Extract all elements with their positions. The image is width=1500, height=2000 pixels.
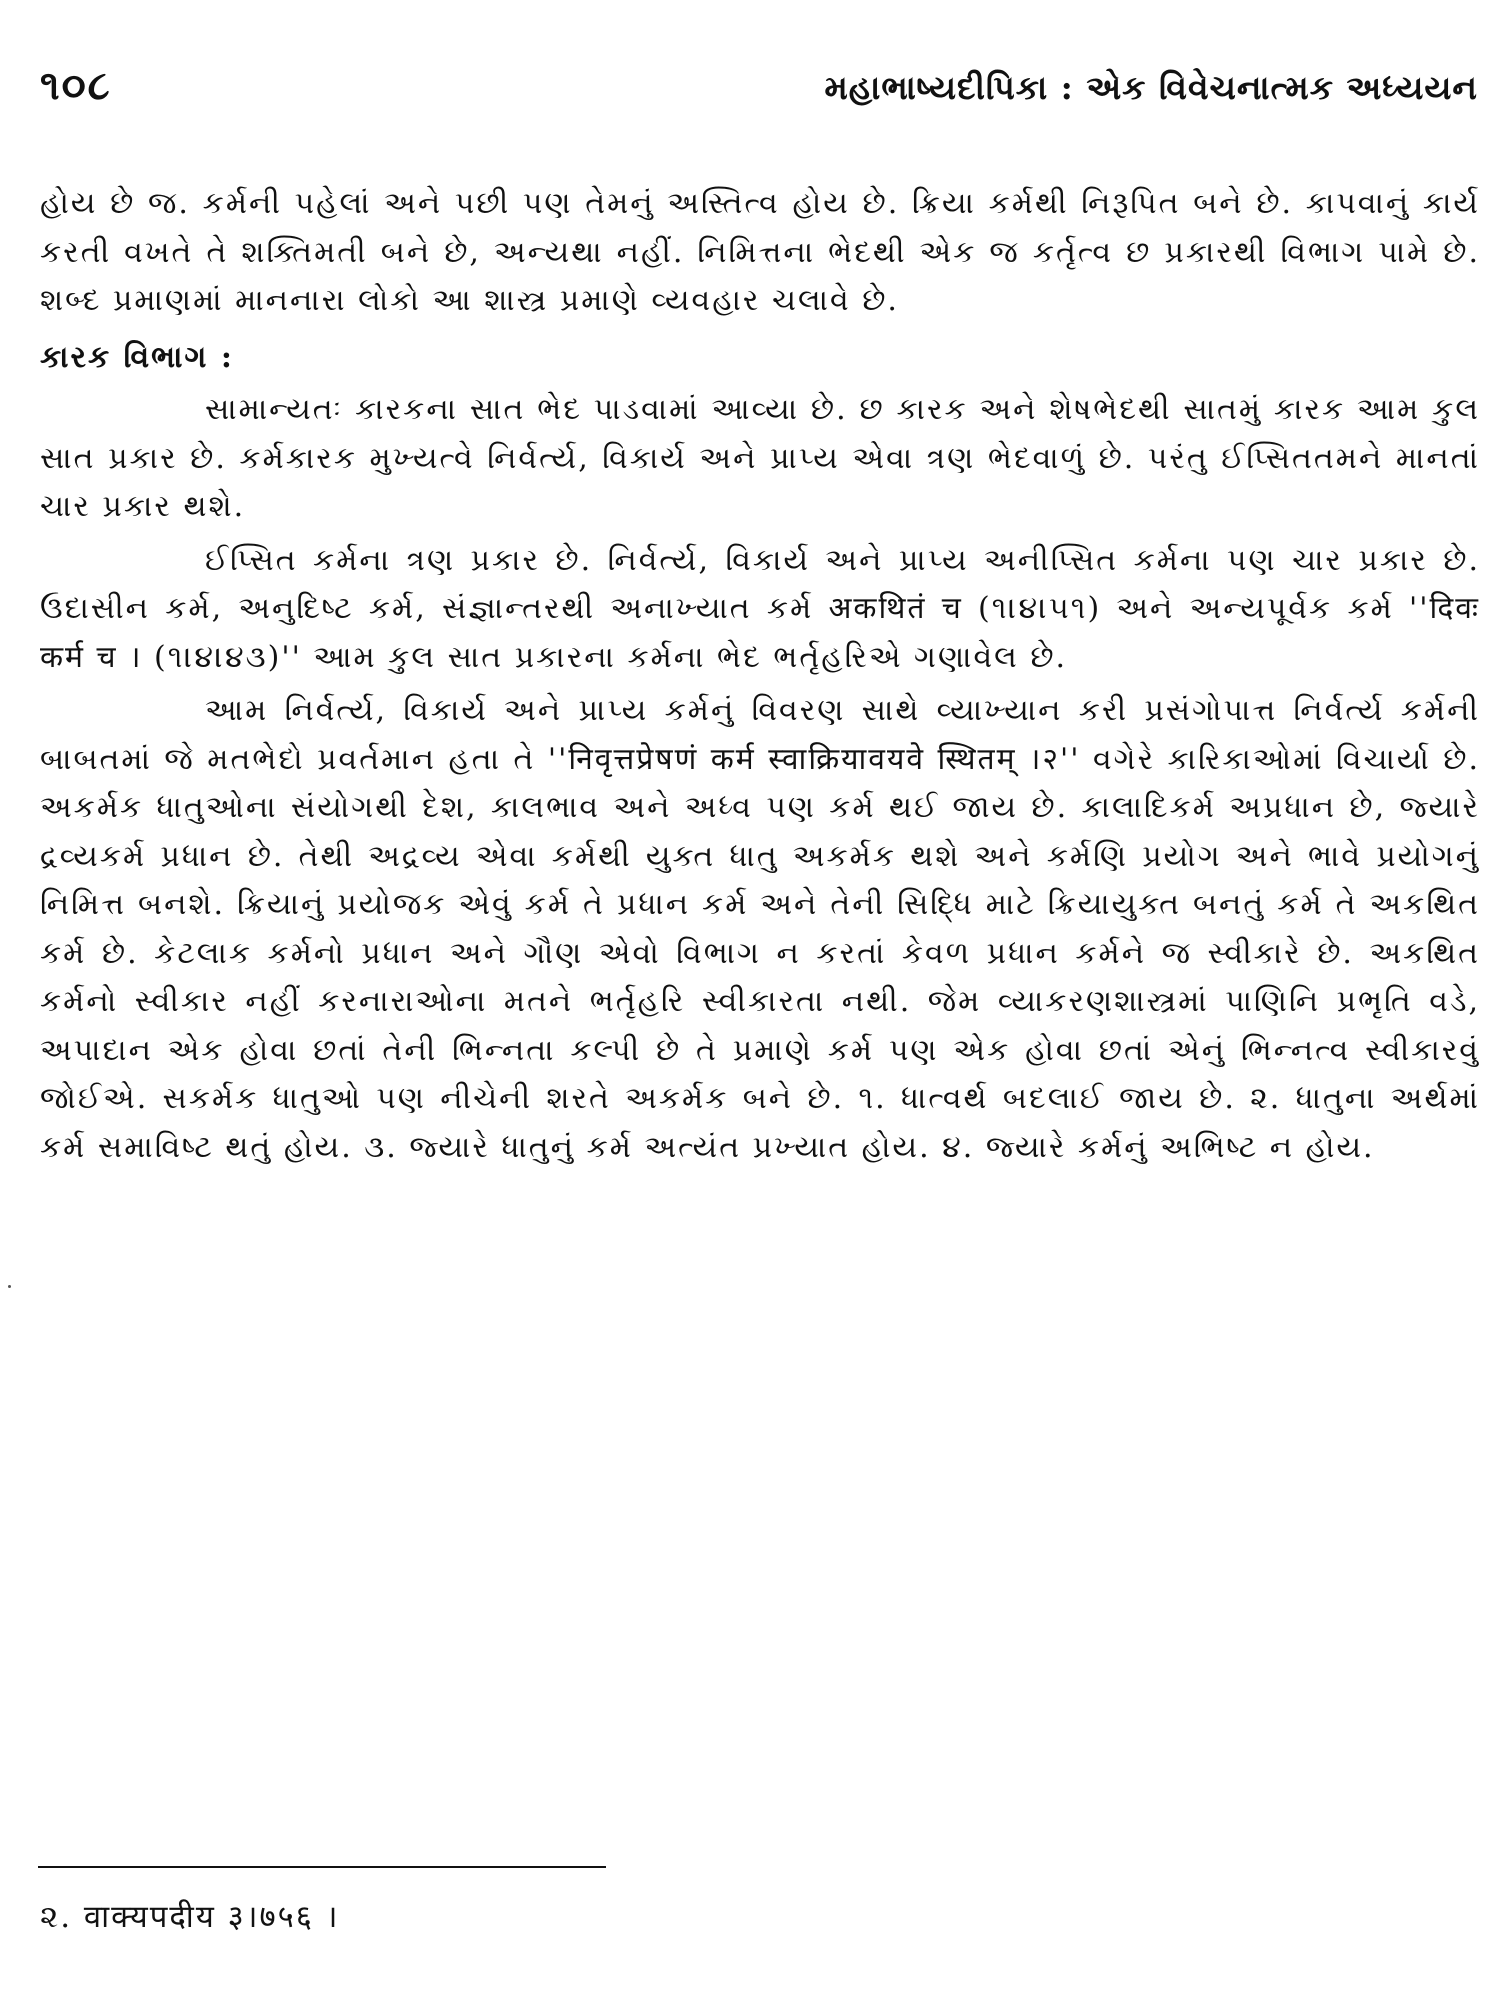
page-number: ૧૦૮ [40, 62, 112, 109]
footnote-divider [38, 1866, 606, 1868]
paragraph-2: સામાન્યતઃ કારકના સાત ભેદ પાડવામાં આવ્યા છે. છ કારક અને શેષભેદથી સાતમું કારક આમ કુલ સાત પ્રકાર છે. કર્મકારક મુખ્યત્વે નિર્વર્ત્ય, વિકાર્ય અને પ્રાપ્ય એવા ત્રણ ભેદવાળું છે. પરંતુ ઈપ્સિતતમને માનતાં ચાર પ્રકાર થશે. [40, 392, 1480, 524]
section-heading: કારક વિભાગ : [40, 339, 234, 375]
footnote: ૨. वाक्यपदीय ३।७५६ । [40, 1899, 340, 1935]
running-title: મહાભાષ્યદીપિકા : એક વિવેચનાત્મક અધ્યયન [824, 68, 1478, 107]
paragraph-4: આમ નિર્વર્ત્ય, વિકાર્ય અને પ્રાપ્ય કર્મનું વિવરણ સાથે વ્યાખ્યાન કરી પ્રસંગોપાત્ત નિર્વર્ત્ય કર્મની બાબતમાં જે મતભેદો પ્રવર્તમાન હતા તે ''निवृत्तप्रेषणं कर्म स्वाक्रियावयवे स्थितम् ।२'' વગેરે કારિકાઓમાં વિચાર્યા છે. અકર્મક ધાતુઓના સંયોગથી દેશ, કાલભાવ અને અધ્વ પણ કર્મ થઈ જાય છે. કાલાદિકર્મ અપ્રધાન છે, જ્યારે દ્રવ્યકર્મ પ્રધાન છે. તેથી અદ્રવ્ય એવા કર્મથી યુક્ત ધાતુ અકર્મક થશે અને કર્મણિ પ્રયોગ અને ભાવે પ્રયોગનું નિમિત્ત બનશે. ક્રિયાનું પ્રયોજક એવું કર્મ તે પ્રધાન કર્મ અને તેની સિદ્ધિ માટે ક્રિયાયુક્ત બનતું કર્મ તે અકથિત કર્મ છે. કેટલાક કર્મનો પ્રધાન અને ગૌણ એવો વિભાગ ન કરતાં કેવળ પ્રધાન કર્મને જ સ્વીકારે છે. અકથિત કર્મનો સ્વીકાર નહીં કરનારાઓના મતને ભર્તૃહરિ સ્વીકારતા નથી. જેમ વ્યાકરણશાસ્ત્રમાં પાણિનિ પ્રભૃતિ વડે, અપાદાન એક હોવા છતાં તેની ભિન્નતા કલ્પી છે તે પ્રમાણે કર્મ પણ એક હોવા છતાં એનું ભિન્નત્વ સ્વીકારવું જોઈએ. સકર્મક ધાતુઓ પણ નીચેની શરતે અકર્મક બને છે. ૧. ધાત્વર્થ બદલાઈ જાય છે. ૨. ધાતુના અર્થમાં કર્મ સમાવિષ્ટ થતું હોય. ૩. જ્યારે ધાતુનું કર્મ અત્યંત પ્રખ્યાત હોય. ૪. જ્યારે કર્મનું અભિષ્ટ ન હોય. [40, 693, 1480, 1165]
margin-speck [8, 1285, 11, 1288]
page-header [40, 62, 1478, 122]
body-text [40, 180, 1480, 1172]
paragraph-1: હોય છે જ. કર્મની પહેલાં અને પછી પણ તેમનું અસ્તિત્વ હોય છે. ક્રિયા કર્મથી નિરૂપિત બને છે. કાપવાનું કાર્ય કરતી વખતે તે શક્તિમતી બને છે, અન્યથા નહીં. નિમિત્તના ભેદથી એક જ કર્તૃત્વ છ પ્રકારથી વિભાગ પામે છે. શબ્દ પ્રમાણમાં માનનારા લોકો આ શાસ્ત્ર પ્રમાણે વ્યવહાર ચલાવે છે. [40, 186, 1480, 318]
paragraph-3: ઈપ્સિત કર્મના ત્રણ પ્રકાર છે. નિર્વર્ત્ય, વિકાર્ય અને પ્રાપ્ય અનીપ્સિત કર્મના પણ ચાર પ્રકાર છે. ઉદાસીન કર્મ, અનુદિષ્ટ કર્મ, સંજ્ઞાન્તરથી અનાખ્યાત કર્મ अकथितं च (૧।૪।૫૧) અને અન્યપૂર્વક કર્મ ''दिवः कर्म च । (૧।૪।૪૩)'' આમ કુલ સાત પ્રકારના કર્મના ભેદ ભર્તૃહરિએ ગણાવેલ છે. [40, 542, 1480, 675]
